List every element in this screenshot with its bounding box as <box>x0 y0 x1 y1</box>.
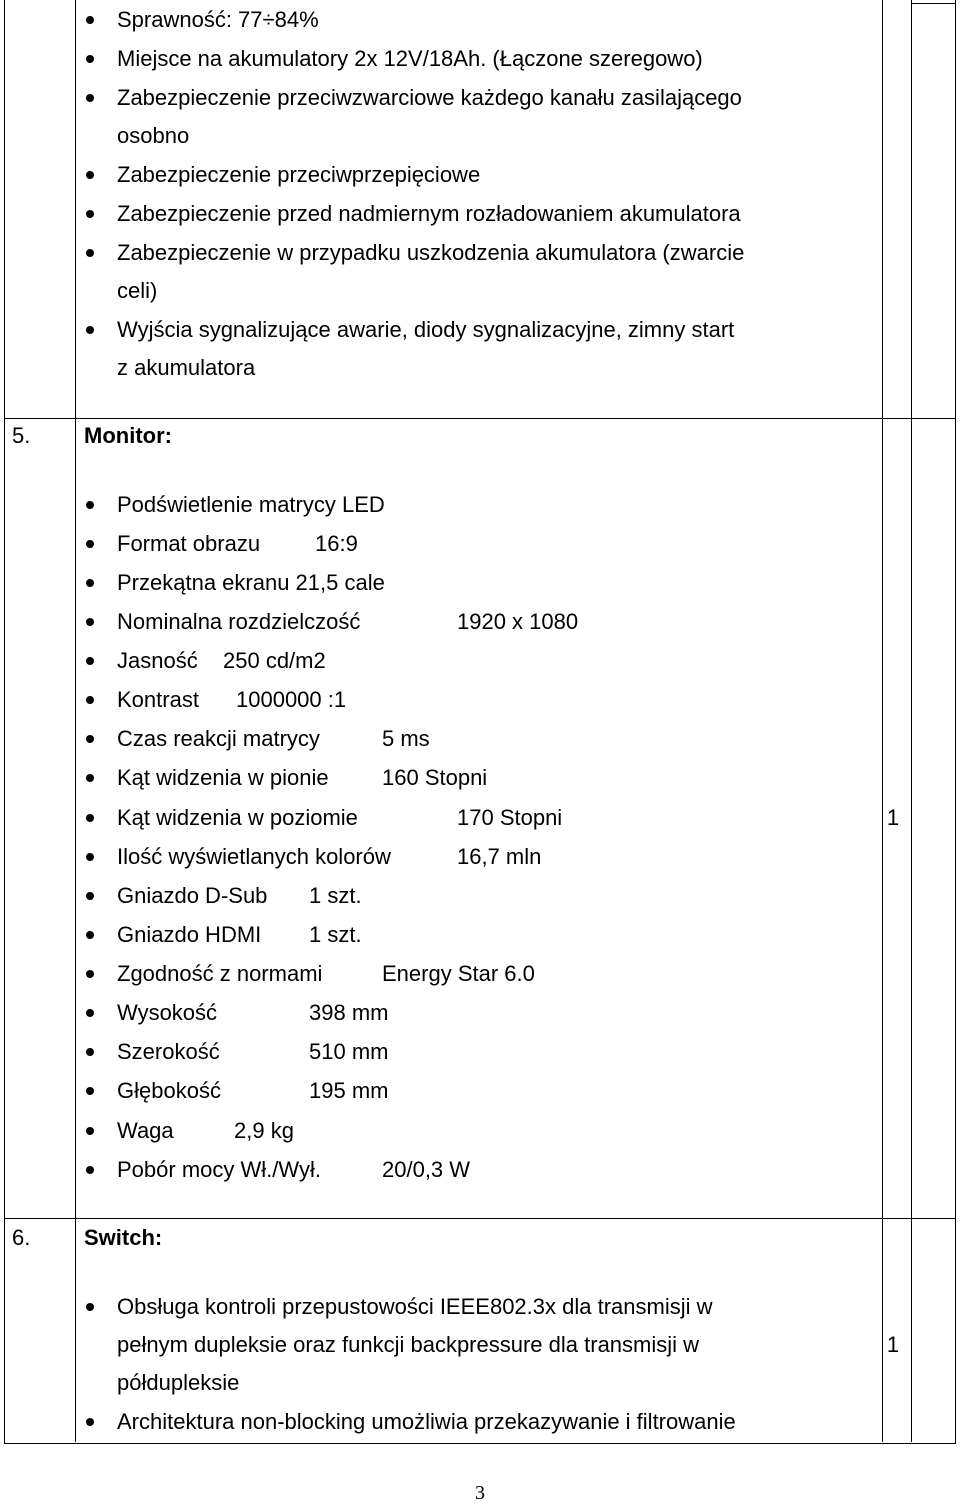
spec-value: 170 Stopni <box>457 805 563 830</box>
page-number: 3 <box>475 1482 485 1504</box>
list-item-continuation: celi) <box>117 278 158 303</box>
spec-value: 1000000 :1 <box>236 687 347 712</box>
list-item: Miejsce na akumulatory 2x 12V/18Ah. (Łączone szeregowo) <box>117 41 703 77</box>
spec-label: Kąt widzenia w poziomie <box>117 805 358 830</box>
list-item: Zabezpieczenie przeciwzwarciowe każdego kanału zasilającego <box>117 80 742 116</box>
list-item: Obsługa kontroli przepustowości IEEE802.3x dla transmisji w <box>117 1289 713 1325</box>
spec-value: 1920 x 1080 <box>457 609 579 634</box>
list-item-continuation: osobno <box>117 123 190 148</box>
spec-value: 250 cd/m2 <box>223 648 326 673</box>
spec-value: 195 mm <box>309 1078 389 1103</box>
list-item: Wyjścia sygnalizujące awarie, diody sygnalizacyjne, zimny start <box>117 312 734 348</box>
list-item <box>117 487 385 523</box>
spec-label: Nominalna rozdzielczość <box>117 609 361 634</box>
list-item <box>117 643 326 679</box>
spec-label: Jasność <box>117 648 198 673</box>
list-item <box>117 917 362 953</box>
list-item <box>117 800 562 836</box>
section-heading: Monitor: <box>84 423 172 448</box>
quantity-cell: 1 <box>886 805 900 830</box>
spec-value: 20/0,3 W <box>382 1157 471 1182</box>
list-item-continuation: z akumulatora <box>117 355 256 380</box>
spec-label: Wysokość <box>117 1000 218 1025</box>
spec-label: Gniazdo D-Sub <box>117 883 268 908</box>
spec-label: Czas reakcji matrycy <box>117 726 320 751</box>
list-item <box>117 995 388 1031</box>
list-item <box>117 839 541 875</box>
section-number: 6. <box>12 1225 31 1250</box>
list-item: Architektura non-blocking umożliwia przekazywanie i filtrowanie <box>117 1404 736 1440</box>
list-item-continuation: półdupleksie <box>117 1370 240 1395</box>
spec-label: Ilość wyświetlanych kolorów <box>117 844 391 869</box>
spec-value: 16,7 mln <box>457 844 542 869</box>
spec-label: Podświetlenie matrycy LED <box>117 492 385 517</box>
list-item <box>117 760 487 796</box>
row-divider <box>5 1218 955 1219</box>
spec-label: Kąt widzenia w pionie <box>117 765 329 790</box>
spec-value: 1 szt. <box>309 922 362 947</box>
list-item <box>117 1152 470 1188</box>
spec-label: Zgodność z normami <box>117 961 323 986</box>
column-divider <box>75 0 76 1442</box>
spec-label: Szerokość <box>117 1039 220 1064</box>
quantity-cell: 1 <box>886 1332 900 1357</box>
list-item <box>117 526 358 562</box>
spec-value: 160 Stopni <box>382 765 488 790</box>
list-item: Zabezpieczenie przed nadmiernym rozładowaniem akumulatora <box>117 196 741 232</box>
list-item <box>117 878 362 914</box>
spec-label: Kontrast <box>117 687 199 712</box>
list-item <box>117 721 430 757</box>
spec-value: 1 szt. <box>309 883 362 908</box>
list-item <box>117 956 535 992</box>
spec-value: 510 mm <box>309 1039 389 1064</box>
list-item: Zabezpieczenie w przypadku uszkodzenia akumulatora (zwarcie <box>117 235 744 271</box>
list-item <box>117 682 346 718</box>
spec-label: Format obrazu <box>117 531 261 556</box>
column-divider <box>911 0 912 1442</box>
spec-value: 398 mm <box>309 1000 389 1025</box>
section-number: 5. <box>12 423 31 448</box>
row-divider <box>911 3 955 4</box>
spec-value: Energy Star 6.0 <box>382 961 535 986</box>
list-item <box>117 565 385 601</box>
section-heading: Switch: <box>84 1225 163 1250</box>
list-item <box>117 1034 388 1070</box>
list-item: Sprawność: 77÷84% <box>117 2 319 38</box>
list-item <box>117 1073 388 1109</box>
spec-label: Głębokość <box>117 1078 221 1103</box>
list-item <box>117 1113 294 1149</box>
spec-label: Pobór mocy Wł./Wył. <box>117 1157 321 1182</box>
spec-value: 5 ms <box>382 726 430 751</box>
spec-value: 2,9 kg <box>234 1118 294 1143</box>
list-item <box>117 604 578 640</box>
spec-label: Przekątna ekranu 21,5 cale <box>117 570 385 595</box>
spec-label: Gniazdo HDMI <box>117 922 262 947</box>
spec-label: Waga <box>117 1118 174 1143</box>
list-item: Zabezpieczenie przeciwprzepięciowe <box>117 157 480 193</box>
column-divider <box>882 0 883 1442</box>
list-item-continuation: pełnym dupleksie oraz funkcji backpressure dla transmisji w <box>117 1332 700 1357</box>
spec-value: 16:9 <box>315 531 358 556</box>
